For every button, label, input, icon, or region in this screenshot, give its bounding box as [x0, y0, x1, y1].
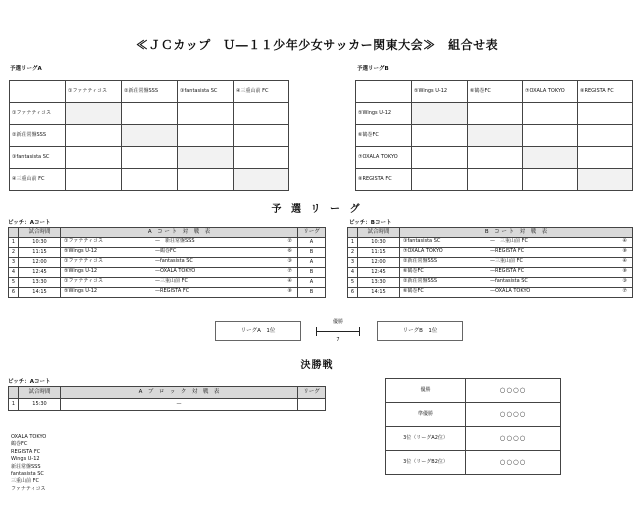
away-team: —三重山前 FC — [490, 258, 523, 264]
final-row-no: 1 — [9, 399, 19, 411]
match-cell — [400, 288, 633, 298]
away-team: — 新荘常盤SSS — [155, 238, 195, 244]
match-no: 5 — [9, 278, 19, 288]
league-b-row-1: ⑤Wings U-12 — [356, 103, 412, 125]
result-value: ○○○○ — [466, 451, 561, 475]
table-row — [9, 258, 326, 268]
final-league-header: リーグ — [298, 387, 326, 399]
result-value: ○○○○ — [466, 403, 561, 427]
league-a-row-1: ①ファナティコス — [10, 103, 66, 125]
league-a-grid — [9, 80, 289, 191]
bracket-line — [316, 331, 360, 332]
away-team: —fantasista SC — [490, 278, 528, 284]
league-b-row-3: ⑦OXALA TOKYO — [356, 147, 412, 169]
home-team: ①ファナティコス — [64, 278, 103, 284]
home-team: ①ファナティコス — [64, 238, 103, 244]
list-item: ファナティコス — [11, 485, 46, 492]
league-b-winner-box: リーグB 1位 — [377, 321, 463, 341]
result-value: ○○○○ — [466, 379, 561, 403]
match-time: 13:30 — [358, 278, 400, 288]
result-label: 準優勝 — [386, 403, 466, 427]
match-cell — [400, 258, 633, 268]
home-team: ⑥鶴巻FC — [403, 268, 424, 274]
league-a-label: 予選リーグA — [10, 66, 42, 72]
table-row — [348, 258, 633, 268]
home-team: ③fantasista SC — [403, 238, 441, 244]
final-row-time: 15:30 — [19, 399, 61, 411]
final-time-header: 試合時間 — [19, 387, 61, 399]
match-time: 10:30 — [358, 238, 400, 248]
match-time: 12:00 — [19, 258, 61, 268]
opponent-code: ④ — [622, 238, 627, 244]
list-item: 三重山前 FC — [11, 478, 39, 485]
home-team: ⑦OXALA TOKYO — [403, 248, 443, 254]
bracket-line-left — [316, 327, 317, 336]
match-no: 6 — [348, 288, 358, 298]
opponent-code: ⑧ — [622, 248, 627, 254]
court-a-match-header: A コ ー ト 対 戦 表 — [61, 228, 298, 238]
list-item: 新荘常盤SSS — [11, 463, 41, 470]
match-no: 3 — [348, 258, 358, 268]
final-row-match: — — [61, 399, 298, 411]
match-league: A — [298, 238, 326, 248]
result-row — [386, 451, 561, 475]
home-team: ⑤Wings U-12 — [64, 288, 98, 294]
away-team: —三重山前 FC — [155, 278, 188, 284]
team-list — [11, 434, 46, 493]
table-row — [9, 268, 326, 278]
league-a-winner-box: リーグA 1位 — [215, 321, 301, 341]
opponent-code: ⑧ — [622, 268, 627, 274]
opponent-code: ⑦ — [287, 268, 292, 274]
match-time: 14:15 — [358, 288, 400, 298]
grid-corner — [10, 81, 66, 103]
court-b-pitch-label: ピッチ：Bコート — [349, 220, 392, 226]
home-team: ②新荘常盤SSS — [403, 258, 438, 264]
result-row — [386, 403, 561, 427]
match-cell — [61, 248, 298, 258]
match-cell — [400, 278, 633, 288]
result-row — [386, 427, 561, 451]
home-team: ⑥鶴巻FC — [403, 288, 424, 294]
table-row — [9, 288, 326, 298]
table-row — [348, 278, 633, 288]
list-item: REGISTA FC — [11, 448, 41, 455]
match-no: 4 — [9, 268, 19, 278]
result-value: ○○○○ — [466, 427, 561, 451]
opponent-code: ⑦ — [622, 288, 627, 294]
final-table — [8, 386, 326, 411]
match-cell — [400, 238, 633, 248]
opponent-code: ⑧ — [287, 288, 292, 294]
opponent-code: ④ — [622, 258, 627, 264]
match-time: 12:45 — [358, 268, 400, 278]
match-cell — [400, 268, 633, 278]
list-item: OXALA TOKYO — [11, 434, 47, 440]
league-b-row-2: ⑥鶴巻FC — [356, 125, 412, 147]
match-time: 12:00 — [358, 258, 400, 268]
match-no: 1 — [348, 238, 358, 248]
court-a-time-header: 試合時間 — [19, 228, 61, 238]
league-a-col-1: ①ファナティコス — [66, 81, 122, 103]
match-cell — [61, 258, 298, 268]
result-label: 3位（リーグB2位） — [386, 451, 466, 475]
opponent-code: ⑥ — [287, 248, 292, 254]
league-b-col-2: ⑥鶴巻FC — [468, 81, 523, 103]
match-time: 11:15 — [358, 248, 400, 258]
match-no: 5 — [348, 278, 358, 288]
court-a-pitch-label: ピッチ：Aコート — [8, 220, 51, 226]
league-b-label: 予選リーグB — [357, 66, 389, 72]
league-b-col-3: ⑦OXALA TOKYO — [523, 81, 578, 103]
final-match-header: A ブ ロ ッ ク 対 戦 表 — [61, 387, 298, 399]
league-a-row-2: ②新荘常盤SSS — [10, 125, 66, 147]
court-b-table — [347, 227, 633, 298]
away-team: —REGISTA FC — [490, 248, 525, 254]
match-no: 6 — [9, 288, 19, 298]
opponent-code: ④ — [287, 278, 292, 284]
table-row — [9, 238, 326, 248]
away-team: —OXALA TOKYO — [155, 268, 196, 274]
away-team: —fantasista SC — [155, 258, 193, 264]
table-row — [9, 248, 326, 258]
table-row — [348, 288, 633, 298]
table-row — [9, 278, 326, 288]
court-a-table — [8, 227, 326, 298]
match-no: 3 — [9, 258, 19, 268]
away-team: —鶴巻FC — [155, 248, 177, 254]
match-time: 13:30 — [19, 278, 61, 288]
table-row — [9, 399, 326, 411]
table-row — [348, 248, 633, 258]
league-a-row-3: ③fantasista SC — [10, 147, 66, 169]
court-b-match-header: B コ ー ト 対 戦 表 — [400, 228, 633, 238]
court-b-time-header: 試合時間 — [358, 228, 400, 238]
final-title: 決勝戦 — [300, 360, 334, 371]
bracket-line-right — [359, 327, 360, 336]
match-cell — [61, 288, 298, 298]
league-a-col-4: ④三重山前 FC — [234, 81, 289, 103]
match-time: 10:30 — [19, 238, 61, 248]
list-item: Wings U-12 — [11, 456, 40, 463]
match-league: A — [298, 258, 326, 268]
away-team: —REGISTA FC — [490, 268, 525, 274]
league-a-row-4: ④三重山前 FC — [10, 169, 66, 191]
match-no: 2 — [9, 248, 19, 258]
list-item: fantasista SC — [11, 471, 44, 478]
match-league: B — [298, 288, 326, 298]
match-cell — [61, 238, 298, 248]
table-row — [348, 238, 633, 248]
list-item: 鶴巻FC — [11, 441, 28, 448]
match-cell — [61, 278, 298, 288]
home-team: ⑤Wings U-12 — [64, 268, 98, 274]
away-team: — 三重山前 FC — [490, 238, 528, 244]
bracket-match-no: 7 — [336, 337, 340, 343]
league-b-col-4: ⑧REGISTA FC — [578, 81, 633, 103]
match-cell — [400, 248, 633, 258]
result-label: 優勝 — [386, 379, 466, 403]
match-no: 4 — [348, 268, 358, 278]
league-b-row-4: ⑧REGISTA FC — [356, 169, 412, 191]
match-league: B — [298, 248, 326, 258]
bracket-final-label: 優勝 — [332, 319, 343, 325]
page-title: ≪ＪＣカップ Ｕ―１１少年少女サッカー関東大会≫ 組合せ表 — [135, 38, 499, 52]
opponent-code: ③ — [622, 278, 627, 284]
home-team: ⑤Wings U-12 — [64, 248, 98, 254]
result-label: 3位（リーグA2位） — [386, 427, 466, 451]
grid-corner — [356, 81, 412, 103]
league-a-col-2: ②新荘常盤SSS — [122, 81, 178, 103]
home-team: ①ファナティコス — [64, 258, 103, 264]
match-league: A — [298, 278, 326, 288]
league-b-grid — [355, 80, 633, 191]
table-row — [348, 268, 633, 278]
result-row — [386, 379, 561, 403]
league-a-col-3: ③fantasista SC — [178, 81, 234, 103]
match-league: B — [298, 268, 326, 278]
away-team: —OXALA TOKYO — [490, 288, 531, 294]
home-team: ②新荘常盤SSS — [403, 278, 438, 284]
opponent-code: ② — [287, 238, 292, 244]
league-b-col-1: ⑤Wings U-12 — [412, 81, 468, 103]
match-time: 12:45 — [19, 268, 61, 278]
court-a-league-header: リーグ — [298, 228, 326, 238]
away-team: —REGISTA FC — [155, 288, 190, 294]
results-table — [385, 378, 561, 475]
match-cell — [61, 268, 298, 278]
prelim-title: 予 選 リ ー グ — [271, 204, 363, 215]
match-time: 11:15 — [19, 248, 61, 258]
final-pitch-label: ピッチ：Aコート — [8, 379, 51, 385]
match-no: 2 — [348, 248, 358, 258]
match-time: 14:15 — [19, 288, 61, 298]
match-no: 1 — [9, 238, 19, 248]
opponent-code: ③ — [287, 258, 292, 264]
